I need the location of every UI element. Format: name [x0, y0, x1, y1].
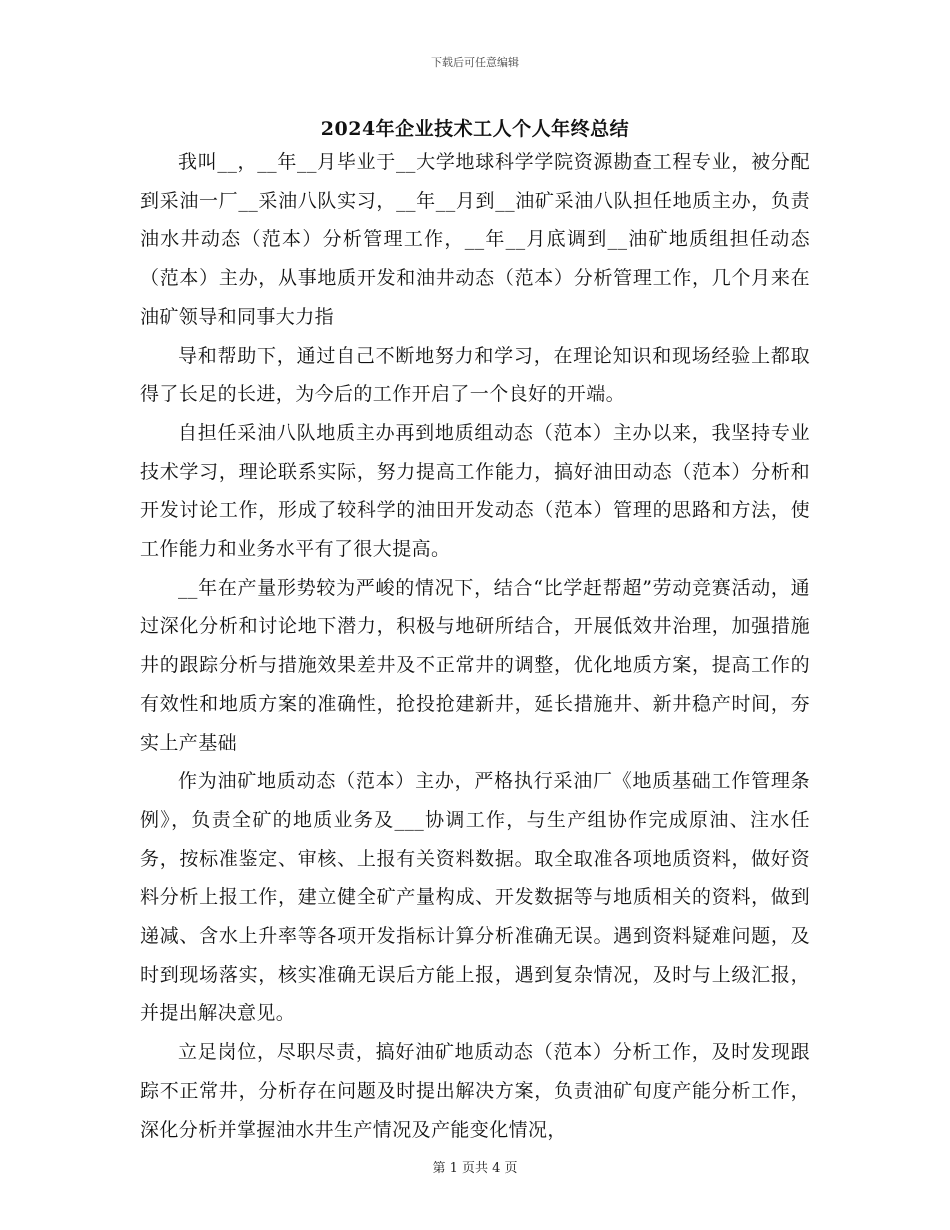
paragraph-3: 自担任采油八队地质主办再到地质组动态（范本）主办以来，我坚持专业技术学习，理论联系实际，努力提高工作能力，搞好油田动态（范本）分析和开发讨论工作，形成了较科学的油田开发动态（范本）管理的思路和方法，使工作能力和业务水平有了很大提高。	[140, 421, 810, 561]
paragraph-2: 导和帮助下，通过自己不断地努力和学习，在理论知识和现场经验上都取得了长足的长进，为今后的工作开启了一个良好的开端。	[140, 344, 810, 406]
paragraph-5: 作为油矿地质动态（范本）主办，严格执行采油厂《地质基础工作管理条例》，负责全矿的地质业务及___协调工作，与生产组协作完成原油、注水任务，按标准鉴定、审核、上报有关资料数据。取全取准各项地质资料，做好资料分析上报工作，建立健全矿产量构成、开发数据等与地质相关的资料，做到递减、含水上升率等各项开发指标计算分析准确无误。遇到资料疑难问题，及时到现场落实，核实准确无误后方能上报，遇到复杂情况，及时与上级汇报，并提出解决意见。	[140, 770, 810, 1025]
page-number: 第 1 页共 4 页	[432, 1161, 518, 1176]
document-title: 2024年企业技术工人个人年终总结	[320, 118, 630, 140]
header-note: 下载后可任意编辑	[431, 56, 519, 69]
document-body	[140, 143, 810, 1149]
paragraph-4: __年在产量形势较为严峻的情况下，结合“比学赶帮超”劳动竞赛活动，通过深化分析和讨论地下潜力，积极与地研所结合，开展低效井治理，加强措施井的跟踪分析与措施效果差井及不正常井的调整，优化地质方案，提高工作的有效性和地质方案的准确性，抢投抢建新井，延长措施井、新井稳产时间，夯实上产基础	[140, 576, 810, 754]
paragraph-6: 立足岗位，尽职尽责，搞好油矿地质动态（范本）分析工作，及时发现跟踪不正常井，分析存在问题及时提出解决方案，负责油矿旬度产能分析工作，深化分析并掌握油水井生产情况及产能变化情况，	[140, 1041, 810, 1141]
paragraph-1: 我叫__，__年__月毕业于__大学地球科学学院资源勘查工程专业，被分配到采油一厂__采油八队实习，__年__月到__油矿采油八队担任地质主办，负责油水井动态（范本）分析管理工作，__年__月底调到__油矿地质组担任动态（范本）主办，从事地质开发和油井动态（范本）分析管理工作，几个月来在油矿领导和同事大力指	[140, 151, 810, 328]
